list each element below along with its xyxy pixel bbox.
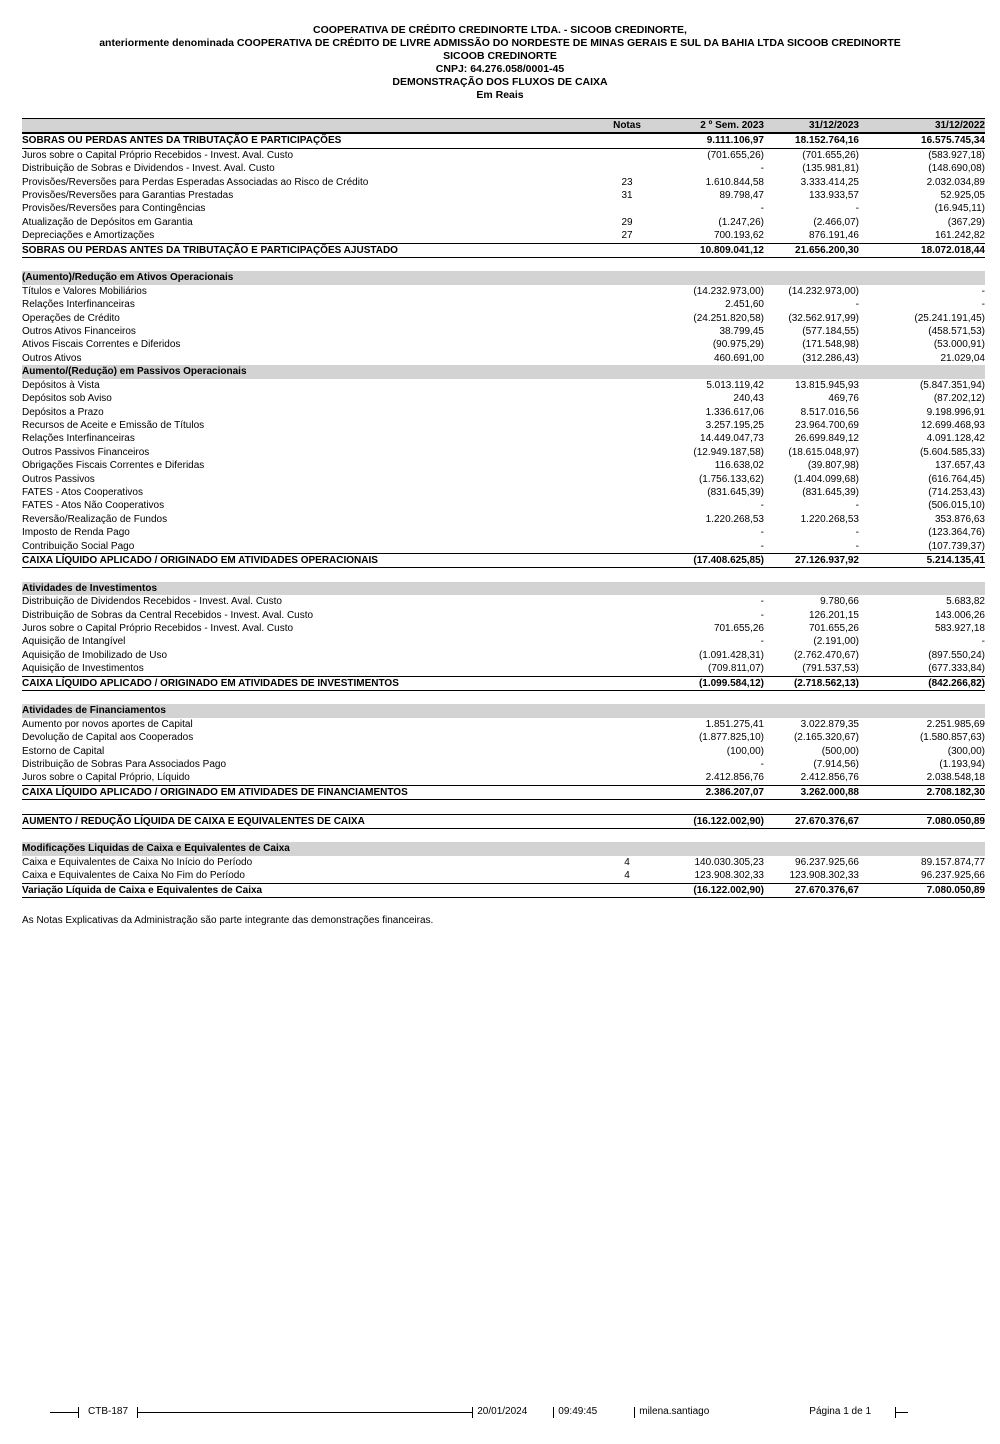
table-row xyxy=(22,540,985,553)
row-label: Recursos de Aceite e Emissão de Títulos xyxy=(22,419,205,431)
row-value-31-12-2023: (2.191,00) xyxy=(813,636,859,648)
spacer-row xyxy=(22,568,985,581)
row-value-31-12-2023: (2.762.470,67) xyxy=(793,649,859,661)
row-value-31-12-2023: (577.184,55) xyxy=(802,326,859,338)
row-value-31-12-2022: 2.251.985,69 xyxy=(926,718,985,730)
row-value-31-12-2023: 133.933,57 xyxy=(808,190,859,202)
table-row xyxy=(22,298,985,311)
row-value-sem2-2023: (1.091.428,31) xyxy=(698,649,764,661)
row-label: Operações de Crédito xyxy=(22,312,120,324)
row-value-31-12-2022: (107.739,37) xyxy=(928,540,985,552)
total-row xyxy=(22,133,985,148)
table-row xyxy=(22,392,985,405)
table-row xyxy=(22,718,985,731)
row-value-sem2-2023: 123.908.302,33 xyxy=(694,870,764,882)
table-row xyxy=(22,771,985,784)
row-value-31-12-2023: - xyxy=(855,203,859,215)
col-header-notas: Notas xyxy=(613,120,641,131)
row-value-31-12-2022: 143.006,26 xyxy=(934,609,985,621)
row-value-sem2-2023: 38.799,45 xyxy=(719,326,764,338)
spacer-row xyxy=(22,829,985,842)
row-value-31-12-2022: (714.253,43) xyxy=(928,486,985,498)
row-value-sem2-2023: 140.030.305,23 xyxy=(694,856,764,868)
row-value-sem2-2023: (831.645,39) xyxy=(707,486,764,498)
row-value-sem2-2023: (24.251.820,58) xyxy=(693,312,764,324)
table-row xyxy=(22,379,985,392)
row-label: Imposto de Renda Pago xyxy=(22,527,130,539)
row-value-sem2-2023: 5.013.119,42 xyxy=(706,379,764,391)
row-value-31-12-2023: 96.237.925,66 xyxy=(795,856,859,868)
section-header-row xyxy=(22,704,985,717)
row-label: Aquisição de Imobilizado de Uso xyxy=(22,649,168,661)
row-label: Aquisição de Intangível xyxy=(22,636,126,648)
row-notas: 31 xyxy=(621,190,633,202)
row-value-sem2-2023: (90.975,29) xyxy=(712,339,764,351)
row-value-31-12-2022: (506.015,10) xyxy=(928,500,985,512)
row-value-sem2-2023: - xyxy=(760,609,764,621)
row-value-sem2-2023: 240,43 xyxy=(733,393,764,405)
row-value-31-12-2022: 137.657,43 xyxy=(934,460,985,472)
row-value-31-12-2023: (39.807,98) xyxy=(807,460,859,472)
row-value-31-12-2023: (500,00) xyxy=(821,745,859,757)
row-value-sem2-2023: (16.122.002,90) xyxy=(693,884,764,896)
section-header-row xyxy=(22,842,985,855)
row-value-31-12-2023: 126.201,15 xyxy=(808,609,859,621)
row-value-31-12-2022: (1.580.857,63) xyxy=(919,732,985,744)
table-row xyxy=(22,622,985,635)
row-label: Juros sobre o Capital Próprio, Líquido xyxy=(22,772,190,784)
row-value-sem2-2023: (709.811,07) xyxy=(708,663,764,675)
row-value-31-12-2023: (7.914,56) xyxy=(813,759,859,771)
row-value-sem2-2023: 1.610.844,58 xyxy=(705,176,764,188)
row-label: Distribuição de Sobras da Central Recebidos - Invest. Aval. Custo xyxy=(22,609,314,621)
row-value-sem2-2023: (1.247,26) xyxy=(718,216,764,228)
row-value-31-12-2022: 52.925,05 xyxy=(940,190,985,202)
row-value-31-12-2022: (16.945,11) xyxy=(934,203,985,215)
table-row xyxy=(22,149,985,162)
row-label: Obrigações Fiscais Correntes e Diferidas xyxy=(22,460,205,472)
row-value-sem2-2023: (100,00) xyxy=(726,745,764,757)
row-label: Juros sobre o Capital Próprio Recebidos - Invest. Aval. Custo xyxy=(22,149,294,161)
row-label: Depósitos à Vista xyxy=(22,379,100,391)
row-value-31-12-2023: 3.333.414,25 xyxy=(800,176,859,188)
row-label: Relações Interfinanceiras xyxy=(22,433,135,445)
row-value-sem2-2023: - xyxy=(760,540,764,552)
row-label: Ativos Fiscais Correntes e Diferidos xyxy=(22,339,181,351)
table-row xyxy=(22,526,985,539)
page-indicator: Página 1 de 1 xyxy=(809,1406,871,1417)
row-notas: 29 xyxy=(621,216,633,228)
row-value-31-12-2022: 5.683,82 xyxy=(946,596,985,608)
row-value-31-12-2023: (831.645,39) xyxy=(802,486,859,498)
row-label: Caixa e Equivalentes de Caixa No Início do Período xyxy=(22,856,253,868)
row-label: SOBRAS OU PERDAS ANTES DA TRIBUTAÇÃO E PARTICIPAÇÕES AJUSTADO xyxy=(22,244,398,256)
print-date: 20/01/2024 xyxy=(477,1406,528,1417)
row-value-sem2-2023: (1.099.584,12) xyxy=(698,677,764,689)
row-value-sem2-2023: 1.220.268,53 xyxy=(705,513,764,525)
total-row xyxy=(22,676,985,691)
table-row xyxy=(22,745,985,758)
table-row xyxy=(22,352,985,365)
row-value-sem2-2023: 701.655,26 xyxy=(713,623,764,634)
row-value-31-12-2022: (87.202,12) xyxy=(933,393,985,405)
row-value-31-12-2022: - xyxy=(981,285,985,297)
row-value-31-12-2023: 26.699.849,12 xyxy=(795,433,859,445)
row-value-31-12-2022: (5.847.351,94) xyxy=(919,379,985,391)
table-row xyxy=(22,499,985,512)
table-row xyxy=(22,419,985,432)
row-label: Provisões/Reversões para Contingências xyxy=(22,203,206,215)
row-value-sem2-2023: 9.111.106,97 xyxy=(706,135,764,147)
footer-line-left xyxy=(50,1412,78,1413)
row-label: Aquisição de Investimentos xyxy=(22,663,144,675)
row-value-31-12-2022: (897.550,24) xyxy=(928,649,985,661)
row-value-sem2-2023: 1.851.275,41 xyxy=(705,718,764,730)
table-row xyxy=(22,609,985,622)
row-label: Aumento por novos aportes de Capital xyxy=(22,718,193,730)
row-value-31-12-2022: 21.029,04 xyxy=(940,352,985,364)
row-value-31-12-2022: (616.764,45) xyxy=(928,473,985,485)
row-value-31-12-2023: 8.517.016,56 xyxy=(800,406,859,418)
table-row xyxy=(22,312,985,325)
total-row xyxy=(22,553,985,568)
row-value-31-12-2022: (458.571,53) xyxy=(928,326,985,338)
table-row xyxy=(22,162,985,175)
table-row xyxy=(22,216,985,229)
row-label: CAIXA LÍQUIDO APLICADO / ORIGINADO EM ATIVIDADES OPERACIONAIS xyxy=(22,554,378,566)
row-value-31-12-2023: (791.537,53) xyxy=(802,663,859,675)
row-label: Estorno de Capital xyxy=(22,745,105,757)
row-notas: 4 xyxy=(624,856,630,868)
row-label: Outros Passivos Financeiros xyxy=(22,446,150,458)
table-row xyxy=(22,189,985,202)
row-value-31-12-2022: 353.876,63 xyxy=(934,513,985,525)
row-value-31-12-2023: 13.815.945,93 xyxy=(795,379,859,391)
row-value-sem2-2023: (16.122.002,90) xyxy=(693,815,764,827)
row-value-31-12-2023: - xyxy=(855,527,859,539)
row-value-31-12-2023: - xyxy=(855,299,859,311)
row-value-sem2-2023: - xyxy=(760,163,764,175)
total-row xyxy=(22,883,985,898)
row-label: Juros sobre o Capital Próprio Recebidos - Invest. Aval. Custo xyxy=(22,623,294,634)
row-label: AUMENTO / REDUÇÃO LÍQUIDA DE CAIXA E EQUIVALENTES DE CAIXA xyxy=(22,815,365,827)
company-former-name: anteriormente denominada COOPERATIVA DE CRÉDITO DE LIVRE ADMISSÃO DO NORDESTE DE MINAS GERAIS E SUL DA BAHIA LTDA SICOOB CREDINORTE xyxy=(99,37,901,49)
row-value-sem2-2023: - xyxy=(760,596,764,608)
row-value-sem2-2023: 2.412.856,76 xyxy=(705,772,764,784)
row-value-31-12-2022: (583.927,18) xyxy=(928,149,985,161)
row-value-31-12-2023: 3.262.000,88 xyxy=(800,786,859,798)
username: milena.santiago xyxy=(639,1406,710,1417)
total-row xyxy=(22,785,985,800)
row-value-31-12-2022: 7.080.050,89 xyxy=(926,884,985,896)
total-row xyxy=(22,814,985,829)
row-value-31-12-2022: 9.198.996,91 xyxy=(926,406,985,418)
row-value-31-12-2022: (123.364,76) xyxy=(928,527,985,539)
row-value-31-12-2022: 5.214.135,41 xyxy=(926,554,985,566)
table-row xyxy=(22,176,985,189)
spacer-row xyxy=(22,258,985,271)
row-label: Distribuição de Sobras e Dividendos - Invest. Aval. Custo xyxy=(22,163,275,175)
row-value-31-12-2023: (32.562.917,99) xyxy=(788,312,859,324)
table-row xyxy=(22,285,985,298)
row-value-31-12-2022: 18.072.018,44 xyxy=(921,244,985,256)
row-label: Outros Passivos xyxy=(22,473,95,485)
row-value-sem2-2023: 116.638,02 xyxy=(714,460,764,472)
row-label: Variação Líquida de Caixa e Equivalentes de Caixa xyxy=(22,884,263,896)
row-label: Atividades de Financiamentos xyxy=(22,705,166,717)
row-label: FATES - Atos Cooperativos xyxy=(22,486,143,498)
row-value-sem2-2023: 2.386.207,07 xyxy=(705,786,764,798)
row-value-sem2-2023: 14.449.047,73 xyxy=(700,433,764,445)
row-label: Provisões/Reversões para Garantias Prestadas xyxy=(22,190,234,202)
section-header-row xyxy=(22,582,985,595)
row-value-sem2-2023: 10.809.041,12 xyxy=(700,244,764,256)
table-row xyxy=(22,856,985,869)
row-value-31-12-2022: (148.690,08) xyxy=(928,163,985,175)
report-code: CTB-187 xyxy=(88,1406,129,1417)
row-value-31-12-2022: 583.927,18 xyxy=(934,623,985,634)
row-value-31-12-2022: 96.237.925,66 xyxy=(921,870,985,882)
row-notas: 4 xyxy=(624,870,630,882)
spacer-row xyxy=(22,691,985,704)
table-row xyxy=(22,635,985,648)
row-value-31-12-2022: (1.193,94) xyxy=(939,759,985,771)
row-label: Distribuição de Sobras Para Associados Pago xyxy=(22,759,227,771)
row-label: Outros Ativos xyxy=(22,352,82,364)
table-row xyxy=(22,229,985,242)
row-label: CAIXA LÍQUIDO APLICADO / ORIGINADO EM ATIVIDADES DE INVESTIMENTOS xyxy=(22,677,399,689)
row-value-31-12-2023: (171.548,98) xyxy=(802,339,859,351)
row-value-31-12-2023: (2.466,07) xyxy=(813,216,859,228)
row-label: (Aumento)/Redução em Ativos Operacionais xyxy=(22,272,234,284)
row-value-31-12-2023: 123.908.302,33 xyxy=(789,870,859,882)
row-label: Reversão/Realização de Fundos xyxy=(22,513,168,525)
document-header xyxy=(0,0,1000,102)
row-value-31-12-2023: 18.152.764,16 xyxy=(795,135,859,147)
row-value-31-12-2023: (14.232.973,00) xyxy=(788,285,859,297)
row-value-31-12-2022: 12.699.468,93 xyxy=(921,419,985,431)
company-name: COOPERATIVA DE CRÉDITO CREDINORTE LTDA. - SICOOB CREDINORTE, xyxy=(313,24,687,36)
row-value-31-12-2022: (53.000,91) xyxy=(933,339,985,351)
table-row xyxy=(22,406,985,419)
table-row xyxy=(22,432,985,445)
print-time: 09:49:45 xyxy=(558,1406,598,1417)
row-value-31-12-2022: 2.032.034,89 xyxy=(926,176,985,188)
row-value-31-12-2022: 161.242,82 xyxy=(934,230,985,242)
row-value-31-12-2022: 89.157.874,77 xyxy=(921,856,985,868)
row-value-sem2-2023: - xyxy=(760,759,764,771)
table-column-header-row xyxy=(22,118,985,133)
table-row xyxy=(22,595,985,608)
table-row xyxy=(22,486,985,499)
row-label: Distribuição de Dividendos Recebidos - Invest. Aval. Custo xyxy=(22,596,282,608)
row-value-sem2-2023: 89.798,47 xyxy=(719,190,764,202)
row-value-sem2-2023: - xyxy=(760,500,764,512)
footnote: As Notas Explicativas da Administração são parte integrante das demonstrações financeiras. xyxy=(22,915,434,927)
row-label: Modificações Liquidas de Caixa e Equivalentes de Caixa xyxy=(22,843,290,855)
row-label: Títulos e Valores Mobiliários xyxy=(22,285,147,297)
row-value-31-12-2022: (25.241.191,45) xyxy=(914,312,985,324)
row-label: Caixa e Equivalentes de Caixa No Fim do Período xyxy=(22,870,245,882)
row-value-sem2-2023: (701.655,26) xyxy=(707,149,764,161)
row-value-31-12-2022: (5.604.585,33) xyxy=(919,446,985,458)
row-label: Depósitos sob Aviso xyxy=(22,393,112,405)
row-value-31-12-2023: 2.412.856,76 xyxy=(800,772,859,784)
row-label: Atualização de Depósitos em Garantia xyxy=(22,216,193,228)
table-row xyxy=(22,513,985,526)
page-footer xyxy=(50,1406,908,1418)
row-value-31-12-2022: 7.080.050,89 xyxy=(926,815,985,827)
table-row xyxy=(22,473,985,486)
cnpj: CNPJ: 64.276.058/0001-45 xyxy=(435,63,565,75)
row-value-sem2-2023: 460.691,00 xyxy=(713,352,764,364)
row-label: CAIXA LÍQUIDO APLICADO / ORIGINADO EM ATIVIDADES DE FINANCIAMENTOS xyxy=(22,786,408,798)
row-value-31-12-2023: (2.718.562,13) xyxy=(793,677,859,689)
row-label: Devolução de Capital aos Cooperados xyxy=(22,732,194,744)
row-value-31-12-2022: 16.575.745,34 xyxy=(921,135,985,147)
row-value-31-12-2022: (677.333,84) xyxy=(928,663,985,675)
row-label: Outros Ativos Financeiros xyxy=(22,326,136,338)
table-row xyxy=(22,338,985,351)
row-value-31-12-2022: (300,00) xyxy=(947,745,985,757)
row-value-31-12-2023: 23.964.700,69 xyxy=(795,419,859,431)
row-value-31-12-2022: 2.038.548,18 xyxy=(926,772,985,784)
footer-line-right xyxy=(896,1412,908,1413)
row-value-31-12-2023: (701.655,26) xyxy=(802,149,859,161)
table-row xyxy=(22,758,985,771)
row-value-sem2-2023: 1.336.617,06 xyxy=(705,406,764,418)
section-header-row xyxy=(22,365,985,378)
row-value-31-12-2023: - xyxy=(855,500,859,512)
row-value-31-12-2023: 876.191,46 xyxy=(808,230,859,242)
row-value-31-12-2023: 1.220.268,53 xyxy=(800,513,859,525)
table-row xyxy=(22,662,985,675)
row-value-sem2-2023: - xyxy=(760,203,764,215)
row-value-31-12-2023: 701.655,26 xyxy=(808,623,859,634)
row-label: Atividades de Investimentos xyxy=(22,582,158,594)
row-notas: 27 xyxy=(621,230,633,242)
section-header-row xyxy=(22,271,985,284)
row-label: SOBRAS OU PERDAS ANTES DA TRIBUTAÇÃO E PARTICIPAÇÕES xyxy=(22,135,342,147)
row-label: FATES - Atos Não Cooperativos xyxy=(22,500,165,512)
row-value-31-12-2023: 27.670.376,67 xyxy=(795,815,859,827)
row-value-31-12-2023: (312.286,43) xyxy=(802,352,859,364)
footer-line-middle xyxy=(138,1412,472,1413)
row-value-31-12-2022: 4.091.128,42 xyxy=(926,433,985,445)
row-notas: 23 xyxy=(621,176,633,188)
row-label: Relações Interfinanceiras xyxy=(22,299,135,311)
row-value-31-12-2023: 21.656.200,30 xyxy=(795,244,859,256)
row-label: Aumento/(Redução) em Passivos Operacionais xyxy=(22,366,247,378)
row-value-31-12-2022: 2.708.182,30 xyxy=(926,786,985,798)
row-value-31-12-2023: (1.404.099,68) xyxy=(793,473,859,485)
row-label: Provisões/Reversões para Perdas Esperadas Associadas ao Risco de Crédito xyxy=(22,176,369,188)
row-value-31-12-2023: - xyxy=(855,540,859,552)
row-value-31-12-2023: 27.670.376,67 xyxy=(795,884,859,896)
row-value-31-12-2023: (2.165.320,67) xyxy=(793,732,859,744)
table-row xyxy=(22,325,985,338)
row-value-sem2-2023: - xyxy=(760,636,764,648)
row-value-sem2-2023: 700.193,62 xyxy=(713,230,764,242)
row-value-sem2-2023: 3.257.195,25 xyxy=(705,419,764,431)
row-value-sem2-2023: (1.756.133,62) xyxy=(698,473,764,485)
row-value-sem2-2023: (14.232.973,00) xyxy=(693,285,764,297)
brand-name: SICOOB CREDINORTE xyxy=(443,50,557,62)
table-row xyxy=(22,649,985,662)
report-title: DEMONSTRAÇÃO DOS FLUXOS DE CAIXA xyxy=(392,76,608,88)
row-label: Depreciações e Amortizações xyxy=(22,230,155,242)
row-value-31-12-2023: (135.981,81) xyxy=(802,163,859,175)
currency-note: Em Reais xyxy=(476,89,524,101)
row-value-sem2-2023: (17.408.625,85) xyxy=(693,554,764,566)
row-value-31-12-2022: (842.266,82) xyxy=(928,677,985,689)
table-row xyxy=(22,202,985,215)
row-value-31-12-2022: (367,29) xyxy=(947,216,985,228)
col-header-sem2-2023: 2 º Sem. 2023 xyxy=(700,120,764,131)
row-value-31-12-2023: 9.780,66 xyxy=(820,596,859,608)
col-header-31-12-2023: 31/12/2023 xyxy=(808,120,859,131)
row-value-31-12-2023: (18.615.048,97) xyxy=(788,446,859,458)
row-value-sem2-2023: (1.877.825,10) xyxy=(698,732,764,744)
spacer-row xyxy=(22,800,985,813)
row-value-31-12-2022: - xyxy=(981,636,985,648)
row-label: Depósitos a Prazo xyxy=(22,406,104,418)
row-value-sem2-2023: - xyxy=(760,527,764,539)
table-row xyxy=(22,459,985,472)
row-label: Contribuição Social Pago xyxy=(22,540,135,552)
row-value-sem2-2023: (12.949.187,58) xyxy=(693,446,764,458)
row-value-31-12-2023: 469,76 xyxy=(828,393,859,405)
row-value-sem2-2023: 2.451,60 xyxy=(725,299,764,311)
table-row xyxy=(22,731,985,744)
row-value-31-12-2022: - xyxy=(981,299,985,311)
row-value-31-12-2023: 3.022.879,35 xyxy=(800,718,859,730)
col-header-31-12-2022: 31/12/2022 xyxy=(934,120,985,131)
table-row xyxy=(22,446,985,459)
table-row xyxy=(22,869,985,882)
row-value-31-12-2023: 27.126.937,92 xyxy=(795,554,859,566)
cashflow-table xyxy=(22,118,985,898)
total-row xyxy=(22,243,985,258)
